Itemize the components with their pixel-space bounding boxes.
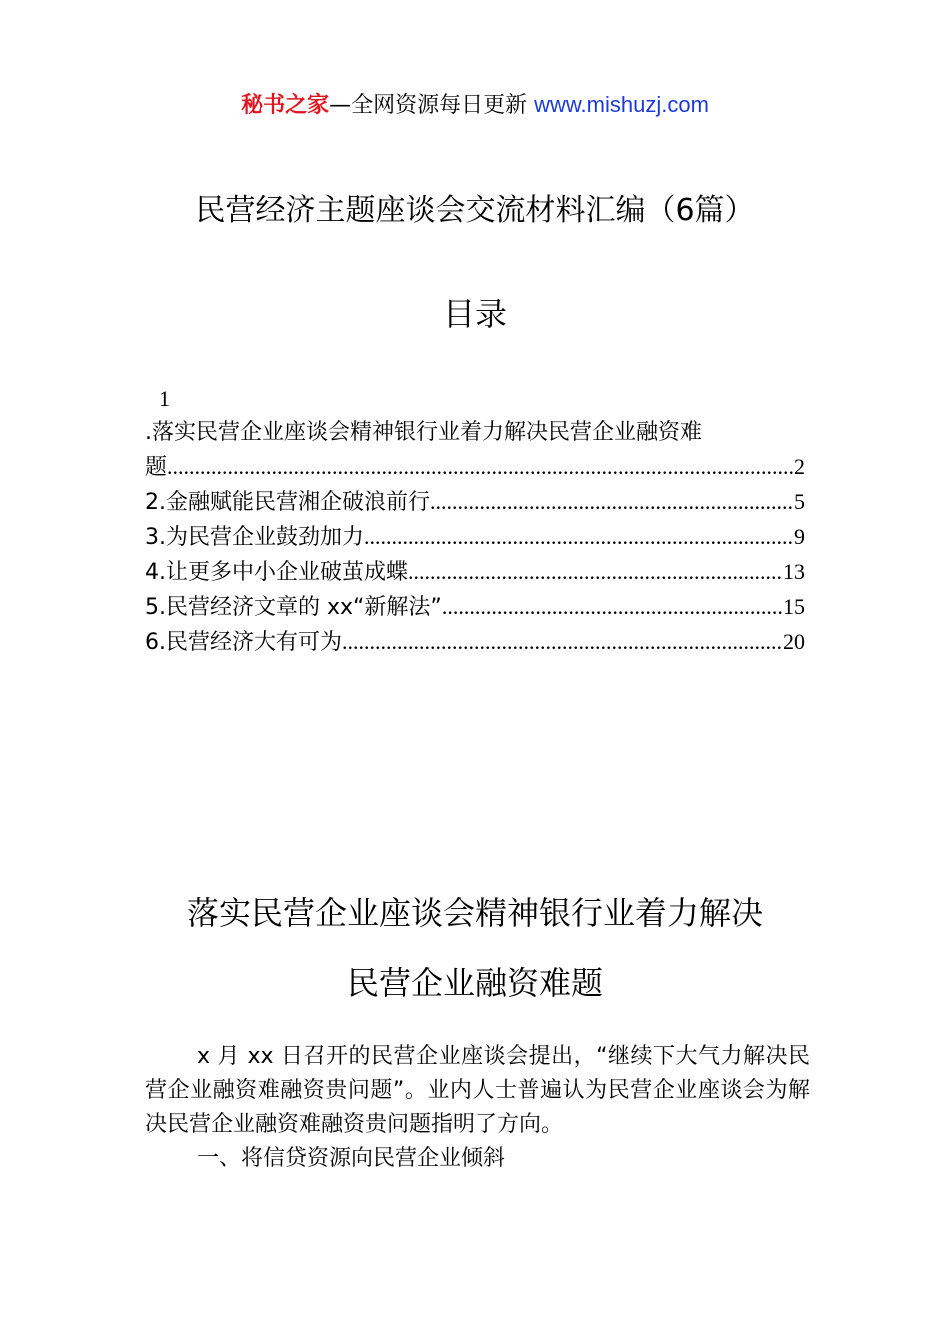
toc-entry[interactable] [145, 450, 805, 485]
toc-first-number: 1 [159, 386, 170, 411]
document-title: 民营经济主题座谈会交流材料汇编（6篇） [195, 193, 755, 228]
article-title [0, 878, 950, 1018]
toc-entry-page: 20 [783, 629, 805, 654]
toc-entry[interactable] [145, 520, 805, 555]
toc-entry[interactable] [145, 555, 805, 590]
toc-entry-page: 13 [783, 559, 805, 584]
toc-entry-label: 题 [145, 455, 168, 480]
section-heading: 一、将信贷资源向民营企业倾斜 [197, 1146, 506, 1171]
toc-leader-dots [364, 520, 794, 554]
toc-first-line: .落实民营企业座谈会精神银行业着力解决民营企业融资难 [145, 420, 702, 445]
brand-name: 秘书之家 [241, 93, 330, 118]
toc-leader-dots [408, 555, 783, 589]
toc-entry-page: 9 [794, 524, 805, 549]
toc-entry-label: 3.为民营企业鼓劲加力 [145, 525, 364, 550]
article-title-line-1: 落实民营企业座谈会精神银行业着力解决 [186, 894, 763, 932]
toc-entry-label: 4.让更多中小企业破茧成蝶 [145, 560, 408, 585]
toc-entry-page: 15 [783, 594, 805, 619]
article-body [145, 1040, 810, 1176]
toc-leader-dots [442, 590, 783, 624]
toc-heading: 目录 [442, 295, 507, 333]
body-paragraph: x 月 xx 日召开的民营企业座谈会提出，“继续下大气力解决民营企业融资难融资贵问题”。业内人士普遍认为民营企业座谈会为解决民营企业融资难融资贵问题指明了方向。 [145, 1044, 810, 1137]
table-of-contents [145, 382, 805, 660]
toc-entry-label: 6.民营经济大有可为 [145, 630, 342, 655]
toc-entry[interactable] [145, 590, 805, 625]
article-title-line-2: 民营企业融资难题 [346, 964, 603, 1002]
site-banner [0, 88, 950, 123]
toc-entry[interactable] [145, 625, 805, 660]
toc-leader-dots [167, 450, 794, 484]
toc-entry-page: 5 [794, 489, 805, 514]
toc-entry-page: 2 [794, 454, 805, 479]
toc-entry-label: 2.金融赋能民营湘企破浪前行 [145, 490, 430, 515]
toc-entry-label: 5.民营经济文章的 xx“新解法” [145, 595, 442, 620]
toc-leader-dots [430, 485, 794, 519]
toc-entry[interactable] [145, 485, 805, 520]
site-url-link[interactable]: www.mishuzj.com [534, 92, 709, 117]
toc-leader-dots [342, 625, 783, 659]
banner-tagline: —全网资源每日更新 [329, 93, 528, 118]
